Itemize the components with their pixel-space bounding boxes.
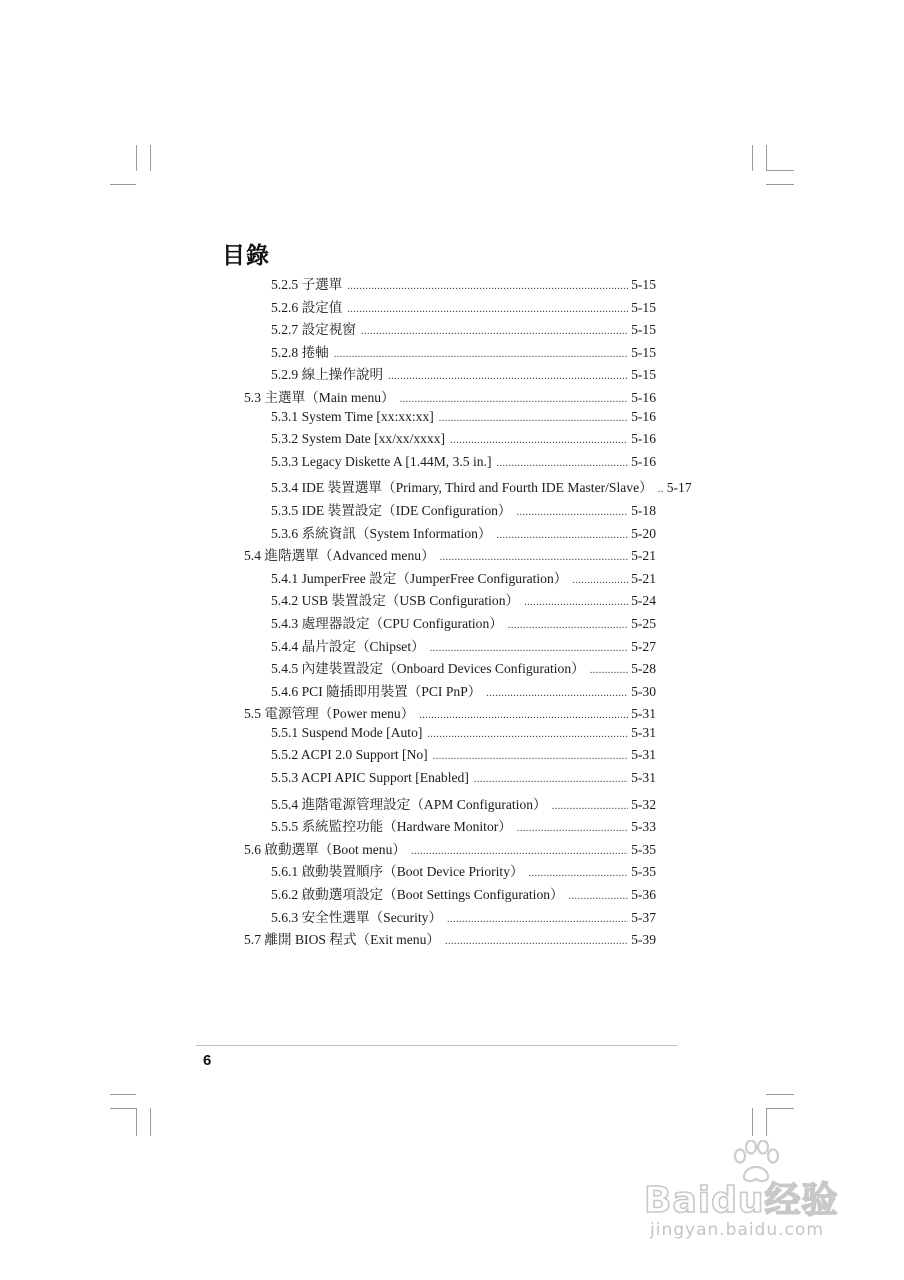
toc-entry (244, 725, 656, 748)
toc-entry (244, 612, 656, 635)
toc-entry-page: 5-28 (631, 661, 656, 677)
toc-leader-dots (400, 394, 628, 405)
toc-entry (244, 318, 656, 341)
toc-entry (244, 431, 656, 454)
toc-entry-title: 5.2.6 設定值 (271, 299, 343, 315)
toc-entry-title: 5.5.2 ACPI 2.0 Support [No] (271, 747, 428, 763)
toc-leader-dots (440, 552, 628, 563)
crop-mark (766, 170, 794, 171)
toc-entry-page: 5-30 (631, 683, 656, 699)
toc-entry-page: 5-36 (631, 887, 656, 903)
toc-entry-title: 5.5.5 系統監控功能（Hardware Monitor） (271, 819, 512, 835)
crop-mark (136, 1108, 137, 1136)
watermark-brand: Baidu经验 (644, 1180, 839, 1221)
toc-entry-title: 5.4.1 JumperFree 設定（JumperFree Configuration） (271, 570, 568, 586)
toc-entry (244, 567, 656, 590)
toc-leader-dots (334, 349, 628, 360)
toc-entry (244, 499, 656, 522)
toc-entry (244, 793, 656, 816)
toc-entry-title: 5.3.2 System Date [xx/xx/xxxx] (271, 431, 446, 447)
toc-entry-title: 5.5 電源管理（Power menu） (244, 706, 415, 722)
toc-entry-page: 5-15 (631, 322, 656, 338)
crop-mark (150, 1108, 151, 1136)
toc-entry-title: 5.7 離開 BIOS 程式（Exit menu） (244, 932, 440, 948)
toc-entry-page: 5-33 (631, 819, 656, 835)
watermark-url: jingyan.baidu.com (650, 1220, 824, 1240)
toc-entry (244, 409, 656, 432)
toc-leader-dots (497, 530, 629, 541)
toc-leader-dots (450, 435, 628, 446)
toc-entry-page: 5-16 (631, 453, 656, 469)
toc-leader-dots (361, 326, 628, 337)
crop-mark (110, 1108, 136, 1109)
toc-entry-title: 5.2.8 捲軸 (271, 344, 329, 360)
toc-entry-page: 5-31 (631, 770, 656, 786)
toc-leader-dots (552, 801, 628, 812)
toc-leader-dots (486, 688, 628, 699)
toc-entry-page: 5-37 (631, 909, 656, 925)
toc-entry-page: 5-18 (631, 502, 656, 518)
toc-entry-page: 5-20 (631, 525, 656, 541)
toc-entry-page: 5-25 (631, 615, 656, 631)
toc-entry (244, 815, 656, 838)
toc-entry (244, 589, 656, 612)
toc-leader-dots (508, 620, 628, 631)
toc-leader-dots (430, 643, 628, 654)
toc-leader-dots (447, 914, 628, 925)
page-number: 6 (203, 1052, 212, 1069)
toc-leader-dots (445, 936, 628, 947)
toc-leader-dots (529, 868, 628, 879)
toc-entry (244, 906, 656, 929)
crop-mark (766, 145, 767, 171)
toc-entry (244, 454, 656, 477)
toc-entry (244, 702, 656, 725)
toc-entry (244, 273, 656, 296)
footer-divider (196, 1045, 677, 1046)
toc-entry-title: 5.6.2 啟動選項設定（Boot Settings Configuration） (271, 887, 564, 903)
crop-mark (766, 1094, 794, 1095)
toc-entry (244, 635, 656, 658)
toc-leader-dots (411, 846, 628, 857)
toc-entry-title: 5.4.4 晶片設定（Chipset） (271, 638, 425, 654)
toc-entry (244, 544, 656, 567)
toc-entry-page: 5-15 (631, 277, 656, 292)
toc-entry-title: 5.4.6 PCI 隨插即用裝置（PCI PnP） (271, 683, 482, 699)
crop-mark (752, 145, 753, 171)
toc-entry-page: 5-21 (631, 548, 656, 564)
toc-entry-title: 5.2.5 子選單 (271, 277, 343, 292)
toc-entry-title: 5.3.1 System Time [xx:xx:xx] (271, 408, 434, 424)
toc-leader-dots (439, 413, 628, 424)
toc-entry (244, 838, 656, 861)
toc-entry (244, 860, 656, 883)
toc-entry-page: 5-21 (631, 570, 656, 586)
toc-entry-page: 5-39 (631, 932, 656, 948)
toc-entry-page: 5-31 (631, 724, 656, 740)
toc-entry (244, 341, 656, 364)
toc-entry (244, 883, 656, 906)
toc-leader-dots (419, 710, 628, 721)
toc-entry-page: 5-15 (631, 367, 656, 383)
crop-mark (752, 1108, 753, 1136)
toc-entry-page: 5-35 (631, 864, 656, 880)
toc-leader-dots (427, 729, 628, 740)
toc-entry-page: 5-16 (631, 408, 656, 424)
toc-leader-dots (474, 774, 628, 785)
toc-entry-page: 5-31 (631, 706, 656, 722)
toc-leader-dots (590, 665, 628, 676)
toc-entry-page: 5-24 (631, 593, 656, 609)
toc-leader-dots (517, 823, 628, 834)
toc-entry-title: 5.2.9 線上操作說明 (271, 367, 384, 383)
toc-leader-dots (658, 484, 664, 495)
toc-leader-dots (347, 281, 628, 292)
toc-entry-page: 5-15 (631, 299, 656, 315)
toc-entry-title: 5.4.3 處理器設定（CPU Configuration） (271, 615, 503, 631)
toc-entry-title: 5.6 啟動選單（Boot menu） (244, 841, 406, 857)
toc-leader-dots (497, 458, 629, 469)
crop-mark (766, 184, 794, 185)
crop-mark (110, 1094, 136, 1095)
toc-leader-dots (524, 597, 628, 608)
toc-entry-title: 5.3.6 系統資訊（System Information） (271, 525, 492, 541)
toc-entry (244, 296, 656, 319)
toc-entry (244, 928, 656, 951)
toc-entry-page: 5-16 (631, 389, 656, 405)
table-of-contents (244, 273, 692, 951)
toc-leader-dots (517, 507, 629, 518)
crop-mark (150, 145, 151, 171)
toc-entry-title: 5.5.4 進階電源管理設定（APM Configuration） (271, 796, 547, 812)
toc-entry (244, 386, 656, 409)
toc-entry-page: 5-17 (666, 480, 692, 496)
toc-entry-title: 5.4.2 USB 裝置設定（USB Configuration） (271, 593, 520, 609)
toc-entry-page: 5-15 (631, 344, 656, 360)
toc-entry-title: 5.3.4 IDE 裝置選單（Primary, Third and Fourth IDE Master/Slave） (271, 480, 653, 496)
toc-entry (244, 476, 692, 499)
toc-leader-dots (388, 371, 628, 382)
toc-entry-title: 5.6.1 啟動裝置順序（Boot Device Priority） (271, 864, 524, 880)
toc-entry-title: 5.6.3 安全性選單（Security） (271, 909, 443, 925)
toc-entry-title: 5.3.3 Legacy Diskette A [1.44M, 3.5 in.] (271, 453, 492, 469)
watermark (640, 1140, 850, 1240)
toc-entry-title: 5.5.3 ACPI APIC Support [Enabled] (271, 770, 469, 786)
toc-entry (244, 747, 656, 770)
toc-entry-title: 5.5.1 Suspend Mode [Auto] (271, 724, 423, 740)
toc-entry-title: 5.2.7 設定視窗 (271, 322, 356, 338)
toc-entry-page: 5-27 (631, 638, 656, 654)
crop-mark (136, 145, 137, 171)
toc-leader-dots (347, 304, 628, 315)
toc-entry-title: 5.4.5 內建裝置設定（Onboard Devices Configuration） (271, 661, 585, 677)
toc-leader-dots (572, 575, 628, 586)
toc-entry-page: 5-32 (631, 796, 656, 812)
toc-entry-page: 5-16 (631, 431, 656, 447)
toc-entry (244, 680, 656, 703)
toc-entry (244, 522, 656, 545)
crop-mark (110, 184, 136, 185)
toc-entry (244, 657, 656, 680)
toc-entry-page: 5-35 (631, 841, 656, 857)
toc-entry-title: 5.4 進階選單（Advanced menu） (244, 548, 435, 564)
toc-entry-title: 5.3 主選單（Main menu） (244, 389, 395, 405)
crop-mark (766, 1108, 794, 1109)
toc-leader-dots (569, 891, 628, 902)
toc-entry (244, 363, 656, 386)
crop-mark (766, 1108, 767, 1136)
page-title: 目錄 (222, 243, 270, 270)
toc-entry (244, 770, 656, 793)
toc-entry-title: 5.3.5 IDE 裝置設定（IDE Configuration） (271, 502, 512, 518)
toc-entry-page: 5-31 (631, 747, 656, 763)
toc-leader-dots (433, 751, 628, 762)
